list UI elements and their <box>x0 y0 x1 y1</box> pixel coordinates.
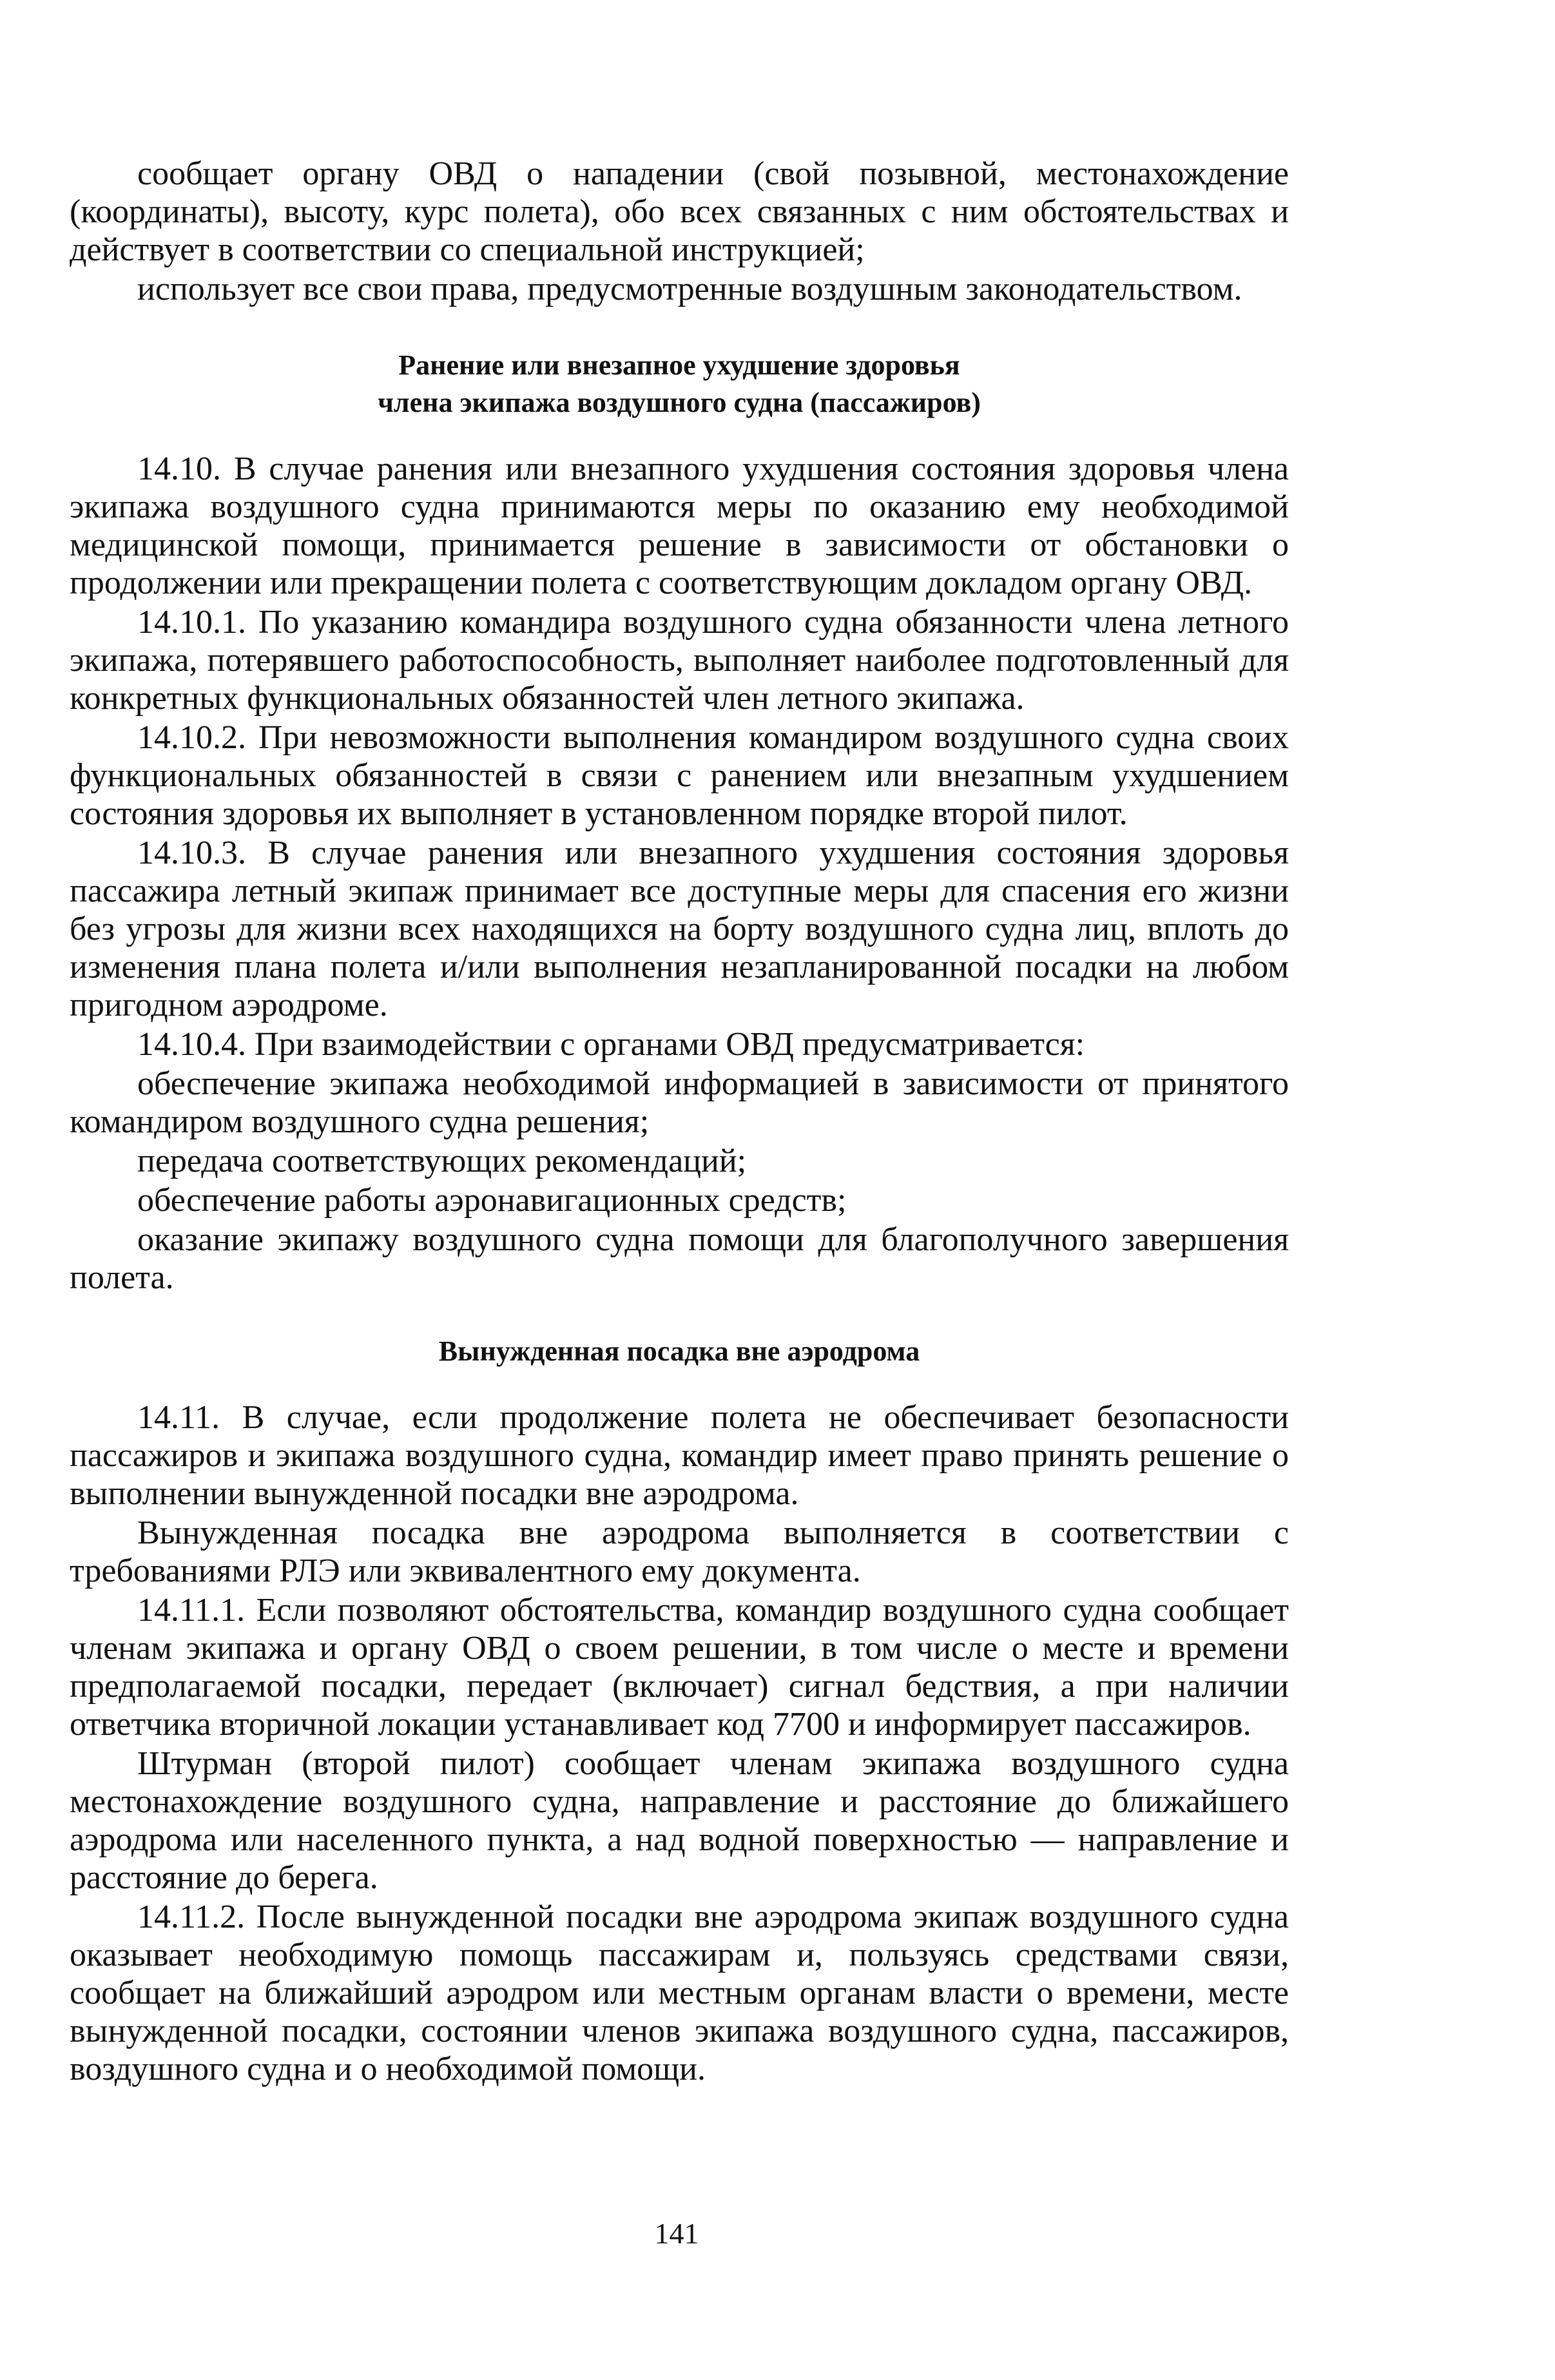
paragraph-forced-landing-rle: Вынужденная посадка вне аэродрома выполняется в соответствии с требованиями РЛЭ или эквивалентного ему документа. <box>70 1514 1289 1589</box>
paragraph-14-10: 14.10. В случае ранения или внезапного ухудшения состояния здоровья члена экипажа воздушного судна принимаются меры по оказанию ему необходимой медицинской помощи, принимается решение в зависимости от обстановки о продолжении или прекращении полета с соответствующим докладом органу ОВД. <box>70 450 1289 601</box>
paragraph-14-11: 14.11. В случае, если продолжение полета не обеспечивает безопасности пассажиров и экипажа воздушного судна, командир имеет право принять решение о выполнении вынужденной посадки вне аэродрома. <box>70 1399 1289 1512</box>
list-item-navaids: обеспечение работы аэронавигационных средств; <box>137 1182 847 1219</box>
paragraph-14-10-3: 14.10.3. В случае ранения или внезапного ухудшения состояния здоровья пассажира летный экипаж принимает все доступные меры для спасения его жизни без угрозы для жизни всех находящихся на борту воздушного судна лиц, вплоть до изменения плана полета и/или выполнения незапланированной посадки на любом пригодном аэродроме. <box>70 835 1289 1023</box>
list-item-information: обеспечение экипажа необходимой информацией в зависимости от принятого командиром воздушного судна решения; <box>70 1065 1289 1140</box>
section-heading-injury-line2: члена экипажа воздушного судна (пассажиров) <box>378 387 981 418</box>
intro-paragraph-2: использует все свои права, предусмотренные воздушным законодательством. <box>137 271 1242 307</box>
paragraph-14-11-2: 14.11.2. После вынужденной посадки вне аэродрома экипаж воздушного судна оказывает необходимую помощь пассажирам и, пользуясь средствами связи, сообщает на ближайший аэродром или местным органам власти о времени, месте вынужденной посадки, состоянии членов экипажа воздушного судна, пассажиров, воздушного судна и о необходимой помощи. <box>70 1899 1289 2087</box>
paragraph-14-11-1: 14.11.1. Если позволяют обстоятельства, командир воздушного судна сообщает членам экипажа и органу ОВД о своем решении, в том числе о месте и времени предполагаемой посадки, передает (включает) сигнал бедствия, а при наличии ответчика вторичной локации устанавливает код 7700 и информирует пассажиров. <box>70 1592 1289 1743</box>
section-heading-forced-landing-text: Вынужденная посадка вне аэродрома <box>438 1335 920 1367</box>
paragraph-14-10-2: 14.10.2. При невозможности выполнения командиром воздушного судна своих функциональных обязанностей в связи с ранением или внезапным ухудшением состояния здоровья их выполняет в установленном порядке второй пилот. <box>70 719 1289 832</box>
page-number: 141 <box>654 2217 699 2250</box>
section-heading-injury-line1: Ранение или внезапное ухудшение здоровья <box>398 349 960 381</box>
list-item-recommendations: передача соответствующих рекомендаций; <box>137 1143 747 1179</box>
paragraph-14-10-1: 14.10.1. По указанию командира воздушного судна обязанности члена летного экипажа, потерявшего работоспособность, выполняет наиболее подготовленный для конкретных функциональных обязанностей член летного экипажа. <box>70 604 1289 717</box>
document-page <box>70 155 1289 2089</box>
paragraph-navigator: Штурман (второй пилот) сообщает членам экипажа воздушного судна местонахождение воздушного судна, направление и расстояние до ближайшего аэродрома или населенного пункта, а над водной поверхностью — направление и расстояние до берега. <box>70 1745 1289 1896</box>
section-heading-forced-landing <box>70 1333 1289 1370</box>
paragraph-14-10-4: 14.10.4. При взаимодействии с органами ОВД предусматривается: <box>137 1026 1085 1063</box>
list-item-assistance: оказание экипажу воздушного судна помощи для благополучного завершения полета. <box>70 1221 1289 1296</box>
intro-paragraph-1: сообщает органу ОВД о нападении (свой позывной, местонахождение (координаты), высоту, курс полета), обо всех связанных с ним обстоятельствах и действует в соответствии со специальной инструкцией; <box>70 155 1289 268</box>
section-heading-injury <box>70 347 1289 421</box>
